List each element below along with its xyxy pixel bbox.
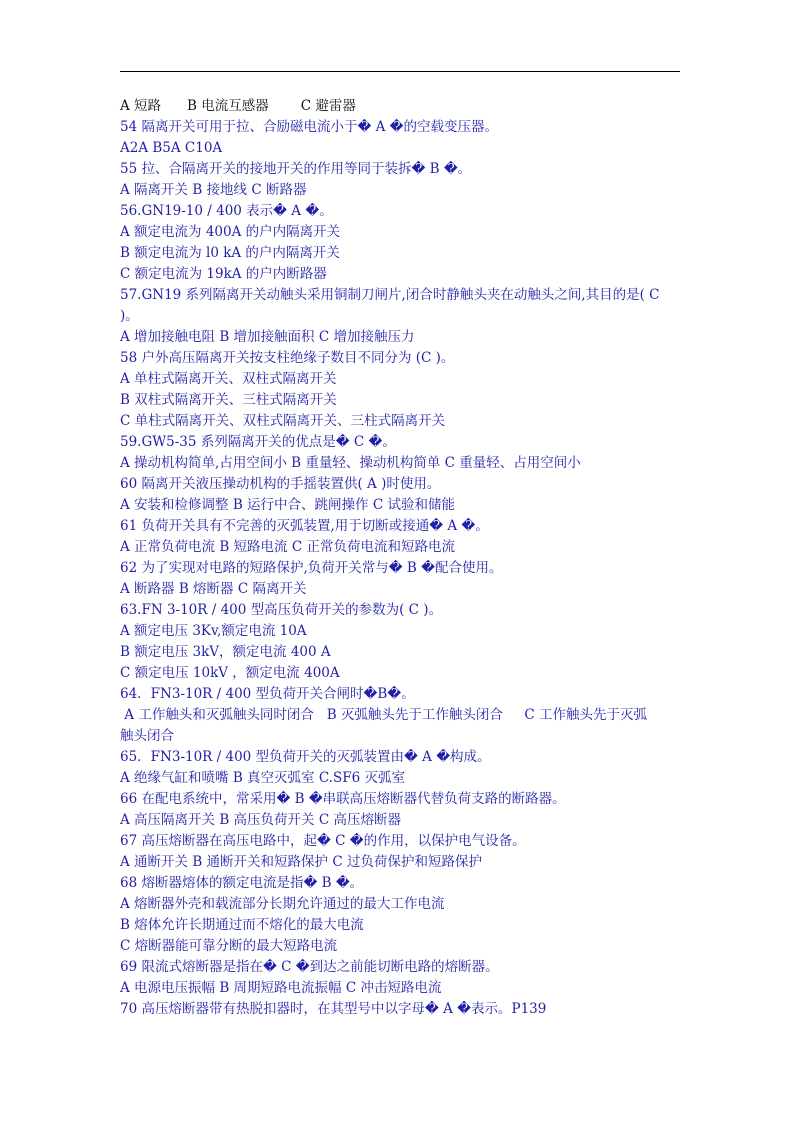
question-64: 64．FN3-10R / 400 型负荷开关合闸时�B�。 (120, 686, 415, 702)
option-68-c: C 熔断器能可靠分断的最大短路电流 (120, 938, 338, 954)
option-c: C 避雷器 (300, 98, 356, 114)
question-63: 63.FN 3-10R / 400 型高压负荷开关的参数为( C )。 (120, 602, 443, 618)
options-59: A 操动机构简单,占用空间小 B 重量轻、操动机构简单 C 重量轻、占用空间小 (120, 455, 581, 471)
options-69: A 电源电压振幅 B 周期短路电流振幅 C 冲击短路电流 (120, 980, 442, 996)
option-68-b: B 熔体允许长期通过而不熔化的最大电流 (120, 917, 364, 933)
options-64-cont: 触头闭合 (120, 728, 174, 744)
option-56-a: A 额定电流为 400A 的户内隔离开关 (120, 224, 341, 240)
options-62: A 断路器 B 熔断器 C 隔离开关 (120, 581, 307, 597)
question-57-cont: )。 (120, 308, 139, 324)
options-67: A 通断开关 B 通断开关和短路保护 C 过负荷保护和短路保护 (120, 854, 482, 870)
question-56: 56.GN19-10 / 400 表示� A �。 (120, 203, 333, 219)
options-66: A 高压隔离开关 B 高压负荷开关 C 高压熔断器 (120, 812, 401, 828)
question-68: 68 熔断器熔体的额定电流是指� B �。 (120, 875, 364, 891)
option-63-b: B 额定电压 3kV，额定电流 400 A (120, 644, 331, 660)
option-58-c: C 单柱式隔离开关、双柱式隔离开关、三柱式隔离开关 (120, 413, 446, 429)
options-64: A 工作触头和灭弧触头同时闭合 B 灭弧触头先于工作触头闭合 C 工作触头先于灭弧 (120, 707, 647, 723)
question-69: 69 限流式熔断器是指在� C �到达之前能切断电路的熔断器。 (120, 959, 499, 975)
question-57: 57.GN19 系列隔离开关动触头采用铜制刀闸片,闭合时静触头夹在动触头之间,其目的是( C (120, 287, 660, 303)
question-67: 67 高压熔断器在高压电路中，起� C �的作用，以保护电气设备。 (120, 833, 526, 849)
question-60: 60 隔离开关液压操动机构的手摇装置供( A )时使用。 (120, 476, 441, 492)
question-66: 66 在配电系统中，常采用� B �串联高压熔断器代替负荷支路的断路器。 (120, 791, 566, 807)
question-59: 59.GW5-35 系列隔离开关的优点是� C �。 (120, 434, 396, 450)
option-58-b: B 双柱式隔离开关、三柱式隔离开关 (120, 392, 337, 408)
option-63-c: C 额定电压 10kV ，额定电流 400A (120, 665, 340, 681)
question-58: 58 户外高压隔离开关按支柱绝缘子数目不同分为 (C )。 (120, 350, 455, 366)
question-list (120, 96, 690, 1020)
options-61: A 正常负荷电流 B 短路电流 C 正常负荷电流和短路电流 (120, 539, 455, 555)
question-65: 65．FN3-10R / 400 型负荷开关的灭弧装置由� A �构成。 (120, 749, 491, 765)
option-63-a: A 额定电压 3Kv,额定电流 10A (120, 623, 307, 639)
options-60: A 安装和检修调整 B 运行中合、跳闸操作 C 试验和储能 (120, 497, 455, 513)
options-55: A 隔离开关 B 接地线 C 断路器 (120, 182, 307, 198)
option-56-c: C 额定电流为 19kA 的户内断路器 (120, 266, 327, 282)
options-65: A 绝缘气缸和喷嘴 B 真空灭弧室 C.SF6 灭弧室 (120, 770, 405, 786)
option-a: A 短路 (120, 98, 162, 114)
question-55: 55 拉、合隔离开关的接地开关的作用等同于装拆� B �。 (120, 161, 472, 177)
option-68-a: A 熔断器外壳和载流部分长期允许通过的最大工作电流 (120, 896, 445, 912)
options-57: A 增加接触电阻 B 增加接触面积 C 增加接触压力 (120, 329, 415, 345)
question-54: 54 隔离开关可用于拉、合励磁电流小于� A �的空载变压器。 (120, 119, 498, 135)
question-62: 62 为了实现对电路的短路保护,负荷开关常与� B �配合使用。 (120, 560, 503, 576)
answer-options-53 (120, 96, 690, 117)
options-54: A2A B5A C10A (120, 140, 223, 156)
option-56-b: B 额定电流为 l0 kA 的户内隔离开关 (120, 245, 340, 261)
option-b: B 电流互感器 (187, 98, 269, 114)
option-58-a: A 单柱式隔离开关、双柱式隔离开关 (120, 371, 337, 387)
question-61: 61 负荷开关具有不完善的灭弧装置,用于切断或接通� A �。 (120, 518, 489, 534)
question-70: 70 高压熔断器带有热脱扣器时，在其型号中以字母� A �表示。P139 (120, 1001, 547, 1017)
header-rule (120, 71, 680, 72)
